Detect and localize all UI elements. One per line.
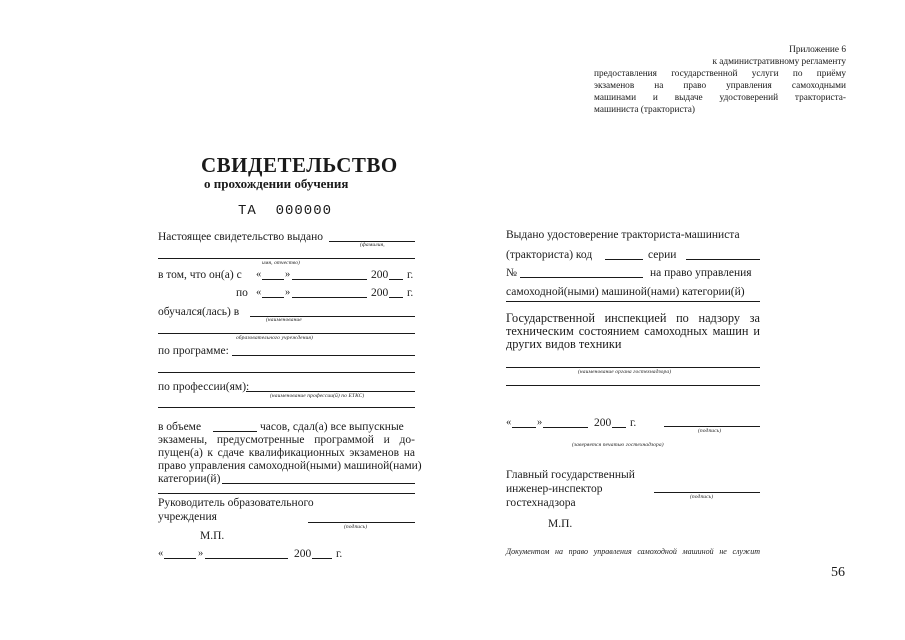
year-label: 200 xyxy=(594,417,612,429)
to-date-label: по xyxy=(236,287,248,299)
exams-text-line: экзамены, предусмотренные программой и до- xyxy=(158,434,415,446)
quote-open: « xyxy=(158,548,164,559)
quote-close: » xyxy=(537,417,543,428)
org-line-2 xyxy=(158,333,415,334)
hours-line xyxy=(213,431,257,432)
categories-line xyxy=(222,483,415,484)
right-to-drive-label: на право управления xyxy=(650,267,752,279)
program-line-2 xyxy=(158,372,415,373)
exams-text-line: пущен(а) к сдаче квалификационных экзаменов на xyxy=(158,447,415,459)
quote-open: « xyxy=(256,287,262,298)
year-suffix: г. xyxy=(407,287,414,299)
hint-signature: (подпись) xyxy=(344,524,368,530)
certificate-subtitle: о прохождении обучения xyxy=(204,176,349,191)
code-line xyxy=(605,259,643,260)
inspection-line: техническим состоянием самоходных машин и xyxy=(506,324,760,338)
hint-gtn-org: (наименование органа гостехнадзора) xyxy=(578,369,672,375)
exams-text-line: право управления самоходной(ными) машиной(нами) xyxy=(158,460,422,472)
chief-title-line: гостехнадзора xyxy=(506,497,576,509)
categories-line xyxy=(506,301,760,302)
year-suffix: г. xyxy=(630,417,637,429)
appendix-text-line: предоставления государственной услуги по приёму xyxy=(594,69,846,79)
day-line xyxy=(262,297,284,298)
number-sign: № xyxy=(506,267,517,279)
inspection-line: Государственной инспекцией по надзору за xyxy=(506,311,760,325)
quote-close: » xyxy=(198,548,204,559)
issued-to-label: Настоящее свидетельство выдано xyxy=(158,231,324,243)
quote-close: » xyxy=(285,287,291,298)
quote-close: » xyxy=(285,269,291,280)
footer-note: Документом на право управления самоходной машиной не служит xyxy=(506,547,760,556)
name-line xyxy=(158,258,415,259)
month-line xyxy=(292,279,367,280)
studied-in-label: обучался(лась) в xyxy=(158,306,240,318)
month-line xyxy=(292,297,367,298)
year-line xyxy=(389,297,403,298)
from-date-label: в том, что он(а) с xyxy=(158,269,242,281)
year-line xyxy=(612,427,626,428)
signature-line xyxy=(654,492,760,493)
stamp-label: М.П. xyxy=(200,530,225,542)
month-line xyxy=(205,558,288,559)
gtn-org-line xyxy=(506,367,760,368)
license-code-label: (тракториста) код xyxy=(506,249,593,261)
chief-title-line: Главный государственный xyxy=(506,469,635,481)
day-line xyxy=(164,558,196,559)
appendix-text-line: машиниста (тракториста) xyxy=(594,105,695,115)
series-line xyxy=(686,259,760,260)
hint-seal: (заверяется печатью гостехнадзора) xyxy=(572,442,664,448)
license-number-line xyxy=(520,277,643,278)
inspection-line: других видов техники xyxy=(506,337,622,351)
hint-fio: (фамилия, xyxy=(360,242,385,248)
hint-name-of: (наименование xyxy=(266,317,302,323)
year-suffix: г. xyxy=(336,548,343,560)
signature-line xyxy=(664,426,760,427)
hint-profession: (наименование профессии(й) по ЕТКС) xyxy=(270,393,365,399)
divider-line xyxy=(158,493,415,494)
signature-line xyxy=(308,522,415,523)
month-line xyxy=(543,427,588,428)
hint-org: образовательного учреждения) xyxy=(236,335,313,341)
program-line xyxy=(232,355,415,356)
program-label: по программе: xyxy=(158,345,229,357)
head-title-line: Руководитель образовательного xyxy=(158,497,314,509)
appendix-text-line: машинами и выдаче удостоверений тракториста- xyxy=(594,93,846,103)
hint-name: имя, отчество) xyxy=(262,260,300,266)
volume-label: в объеме xyxy=(158,421,202,433)
day-line xyxy=(262,279,284,280)
hint-signature: (подпись) xyxy=(698,428,722,434)
appendix-text-line: экзаменов на право управления самоходными xyxy=(594,81,846,91)
profession-line xyxy=(246,391,415,392)
self-propelled-label: самоходной(ными) машиной(нами) категории(й) xyxy=(506,286,745,298)
stamp-label: М.П. xyxy=(548,518,573,530)
categories-label: категории(й) xyxy=(158,473,221,485)
year-label: 200 xyxy=(371,269,389,281)
appendix-number: Приложение 6 xyxy=(789,45,846,55)
year-suffix: г. xyxy=(407,269,414,281)
chief-title-line: инженер-инспектор xyxy=(506,483,603,495)
day-line xyxy=(512,427,536,428)
series-label: серии xyxy=(648,249,677,261)
profession-line-2 xyxy=(158,407,415,408)
hint-signature: (подпись) xyxy=(690,494,714,500)
appendix-regulation: к административному регламенту xyxy=(712,57,846,67)
certificate-title: СВИДЕТЕЛЬСТВО xyxy=(201,153,398,177)
year-label: 200 xyxy=(371,287,389,299)
license-issued-line: Выдано удостоверение тракториста-машиниста xyxy=(506,229,740,241)
year-line xyxy=(312,558,332,559)
gtn-org-line-2 xyxy=(506,385,760,386)
year-label: 200 xyxy=(294,548,312,560)
certificate-number: ТА 000000 xyxy=(238,203,333,219)
profession-label: по профессии(ям): xyxy=(158,381,250,393)
head-title-line: учреждения xyxy=(158,511,217,523)
quote-open: « xyxy=(506,417,512,428)
year-line xyxy=(389,279,403,280)
quote-open: « xyxy=(256,269,262,280)
page-number: 56 xyxy=(831,565,845,580)
volume-text: часов, сдал(а) все выпускные xyxy=(260,421,404,433)
